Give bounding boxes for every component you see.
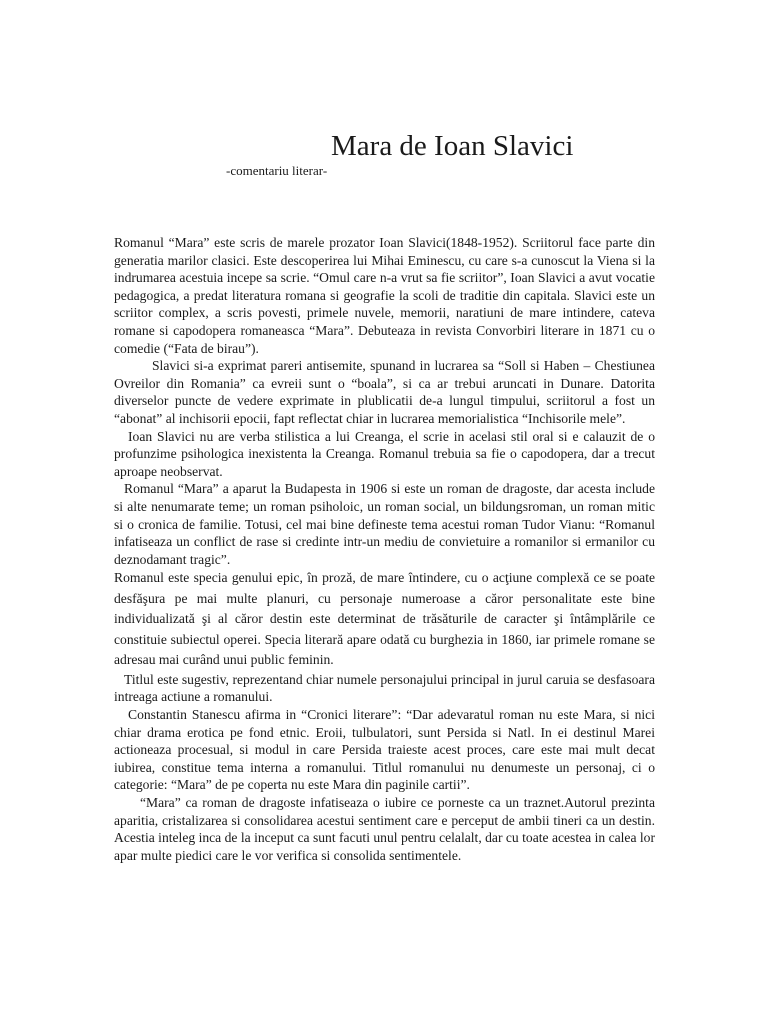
paragraph-genre: Romanul este specia genului epic, în proză, de mare întindere, cu o acţiune complexă ce se poate desfăşura pe mai multe planuri, cu personaje numeroase a căror personalitate este bine individualizată şi al căror destin este determinat de trăsăturile de caracter şi întâmplările ce constituie subiectul operei. Specia literară apare odată cu burghezia in 1860, iar primele romane se adresau mai curând unui public feminin. <box>114 570 655 668</box>
paragraph-critique: Constantin Stanescu afirma in “Cronici literare”: “Dar adevaratul roman nu este Mara, si nici chiar drama erotica pe fond etnic. Eroii, tulbulatori, sunt Persida si Natl. In ei destinul Marei actioneaza procesual, si modul in care Persida traieste acest proces, care este mai mult decat iubirea, constitue tema interna a romanului. Titlul romanului nu denumeste un personaj, ci o categorie: “Mara” de pe coperta nu este Mara din paginile cartii”. <box>114 706 655 793</box>
paragraph-intro: Romanul “Mara” este scris de marele prozator Ioan Slavici(1848-1952). Scriitorul face parte din generatia marilor clasici. Este descoperirea lui Mihai Eminescu, cu care s-a cunoscut la Viena si la indrumarea acestuia incepe sa scrie. “Omul care n-a vrut sa fie scriitor”, Ioan Slavici a avut vocatie pedagogica, a predat literatura romana si geografie la scoli de traditie din capitala. Slavici este un scriitor complex, a scris povesti, primele nuvele, memorii, naratiuni de mare intindere, cateva romane si capodopera romaneasca “Mara”. Debuteaza in revista Convorbiri literare in 1871 cu o comedie (“Fata de birau”). <box>114 235 655 356</box>
paragraph-love: “Mara” ca roman de dragoste infatiseaza o iubire ce porneste ca un traznet.Autorul prezinta aparitia, cristalizarea si consolidarea acestui sentiment care e perceput de ambii tineri ca un destin. Acestia inteleg inca de la inceput ca sunt facuti unul pentru celalalt, dar cu toate acestea in calea lor apar multe piedici care le vor verifica si consolida sentimentele. <box>114 794 655 863</box>
document-subtitle: -comentariu literar- <box>226 163 328 178</box>
paragraph-title: Titlul este sugestiv, reprezentand chiar numele personajului principal in jurul caruia se desfasoara intreaga actiune a romanului. <box>114 671 655 705</box>
paragraph-themes: Romanul “Mara” a aparut la Budapesta in 1906 si este un roman de dragoste, dar acesta include si alte nenumarate teme; un roman psiholoic, un roman social, un bildungsroman, un roman mitic si o cronica de familie. Totusi, cel mai bine defineste tema acestui roman Tudor Vianu: “Romanul infatiseaza un conflict de rase si credinte intr-un mediu de convietuire a romanilor si ermanilor cu deznodamant tragic”. <box>114 481 655 567</box>
paragraph-style: Ioan Slavici nu are verba stilistica a lui Creanga, el scrie in acelasi stil oral si e calauzit de o profunzime psihologica inexistenta la Creanga. Romanul trebuia sa fie o capodopera, dar a trecut aproape neobservat. <box>114 428 655 479</box>
document-title: Mara de Ioan Slavici <box>331 130 574 162</box>
document-body <box>114 234 655 864</box>
paragraph-antisemitism: Slavici si-a exprimat pareri antisemite, spunand in lucrarea sa “Soll si Haben – Chestiunea Ovreilor din Romania” ca evreii sunt o “boala”, si ca ar trebui aruncati in Dunare. Datorita diverselor puncte de vedere exprimate in plublicatii de-a lungul timpului, scriitorul a fost un “abonat” al inchisorii epocii, fapt reflectat chiar in lucrarea memorialistica “Inchisorile mele”. <box>114 358 655 426</box>
